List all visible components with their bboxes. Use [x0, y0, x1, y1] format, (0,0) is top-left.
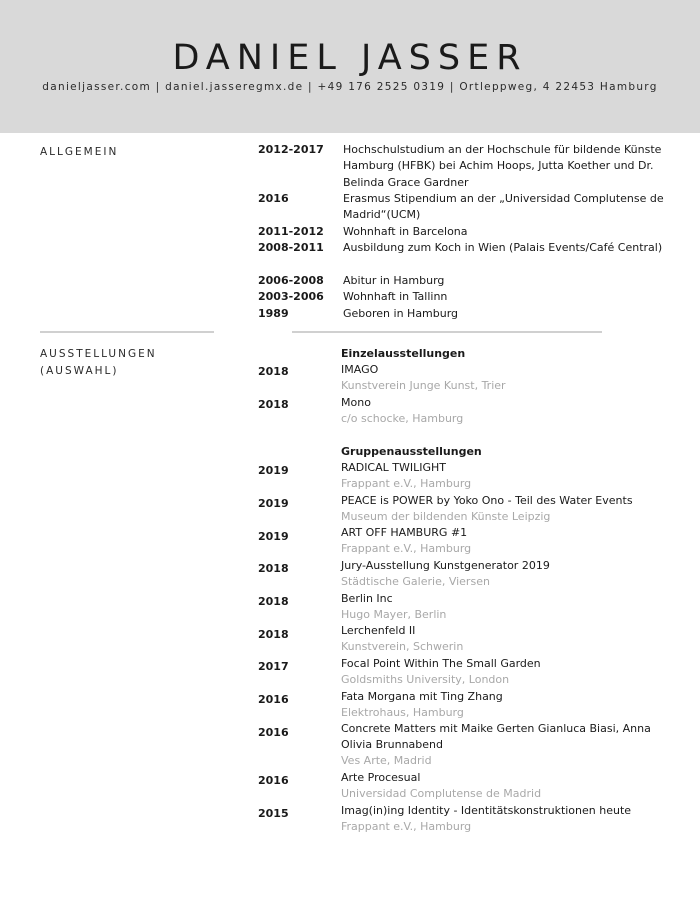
allgemein-text: Ausbildung zum Koch in Wien (Palais Events/Café Central) [343, 241, 663, 254]
allgemein-text: Abitur in Hamburg [343, 274, 445, 287]
gruppenausstellungen-heading: Gruppenausstellungen [341, 445, 482, 458]
exhibition-year: 2018 [258, 595, 289, 608]
exhibition-year: 2016 [258, 726, 289, 739]
contact-line: danieljasser.com | daniel.jasseregmx.de | +49 176 2525 0319 | Ortleppweg, 4 22453 Hamburg [42, 81, 658, 93]
exhibition-venue: Hugo Mayer, Berlin [341, 608, 447, 621]
exhibition-title: Lerchenfeld II [341, 624, 416, 637]
allgemein-text: Erasmus Stipendium an der „Universidad Complutense de Madrid“(UCM) [343, 192, 664, 222]
allgemein-year: 2011-2012 [258, 225, 324, 238]
exhibition-venue: c/o schocke, Hamburg [341, 412, 464, 425]
exhibition-title: Imag(in)ing Identity - Identitätskonstruktionen heute [341, 804, 632, 817]
allgemein-year: 2006-2008 [258, 274, 324, 287]
exhibition-venue: Elektrohaus, Hamburg [341, 706, 464, 719]
exhibition-title: Focal Point Within The Small Garden [341, 657, 541, 670]
exhibition-year: 2019 [258, 530, 289, 543]
allgemein-text: Wohnhaft in Tallinn [343, 290, 448, 303]
section-title-ausstellungen: AUSSTELLUNGEN [40, 348, 157, 360]
exhibition-year: 2016 [258, 774, 289, 787]
allgemein-year: 1989 [258, 307, 289, 320]
einzelausstellungen-heading: Einzelausstellungen [341, 347, 466, 360]
divider-right [292, 331, 602, 333]
exhibition-year: 2017 [258, 660, 289, 673]
exhibition-title: PEACE is POWER by Yoko Ono - Teil des Water Events [341, 494, 633, 507]
divider-left [40, 331, 214, 333]
exhibition-venue: Städtische Galerie, Viersen [341, 575, 490, 588]
exhibition-title: Jury-Ausstellung Kunstgenerator 2019 [341, 559, 550, 572]
allgemein-text: Hochschulstudium an der Hochschule für bildende Künste Hamburg (HFBK) bei Achim Hoops, Jutta Koether und Dr. Belinda Grace Gardner [343, 143, 662, 189]
exhibition-venue: Frappant e.V., Hamburg [341, 820, 472, 833]
exhibition-year: 2019 [258, 464, 289, 477]
exhibition-year: 2018 [258, 398, 289, 411]
exhibition-venue: Kunstverein, Schwerin [341, 640, 464, 653]
section-subtitle-auswahl: (AUSWAHL) [40, 365, 119, 377]
allgemein-text: Wohnhaft in Barcelona [343, 225, 468, 238]
exhibition-year: 2015 [258, 807, 289, 820]
exhibition-title: Berlin Inc [341, 592, 393, 605]
exhibition-venue: Frappant e.V., Hamburg [341, 477, 472, 490]
exhibition-venue: Universidad Complutense de Madrid [341, 787, 542, 800]
exhibition-year: 2019 [258, 497, 289, 510]
exhibition-title: Concrete Matters mit Maike Gerten Gianluca Biasi, Anna Olivia Brunnabend [341, 722, 651, 752]
exhibition-title: ART OFF HAMBURG #1 [341, 526, 468, 539]
exhibition-title: Fata Morgana mit Ting Zhang [341, 690, 503, 703]
exhibition-year: 2018 [258, 562, 289, 575]
exhibition-year: 2018 [258, 628, 289, 641]
allgemein-year: 2016 [258, 192, 289, 205]
allgemein-year: 2008-2011 [258, 241, 324, 254]
allgemein-year: 2003-2006 [258, 290, 324, 303]
exhibition-title: Arte Procesual [341, 771, 421, 784]
exhibition-title: Mono [341, 396, 371, 409]
exhibition-year: 2016 [258, 693, 289, 706]
person-name: DANIEL JASSER [172, 38, 528, 78]
allgemein-text: Geboren in Hamburg [343, 307, 459, 320]
exhibition-venue: Goldsmiths University, London [341, 673, 510, 686]
exhibition-title: IMAGO [341, 363, 379, 376]
header-banner [0, 0, 700, 133]
section-title-allgemein: ALLGEMEIN [40, 146, 119, 158]
exhibition-venue: Ves Arte, Madrid [341, 754, 432, 767]
exhibition-title: RADICAL TWILIGHT [341, 461, 446, 474]
exhibition-venue: Museum der bildenden Künste Leipzig [341, 510, 551, 523]
exhibition-venue: Kunstverein Junge Kunst, Trier [341, 379, 506, 392]
exhibition-venue: Frappant e.V., Hamburg [341, 542, 472, 555]
allgemein-year: 2012-2017 [258, 143, 324, 156]
exhibition-year: 2018 [258, 365, 289, 378]
